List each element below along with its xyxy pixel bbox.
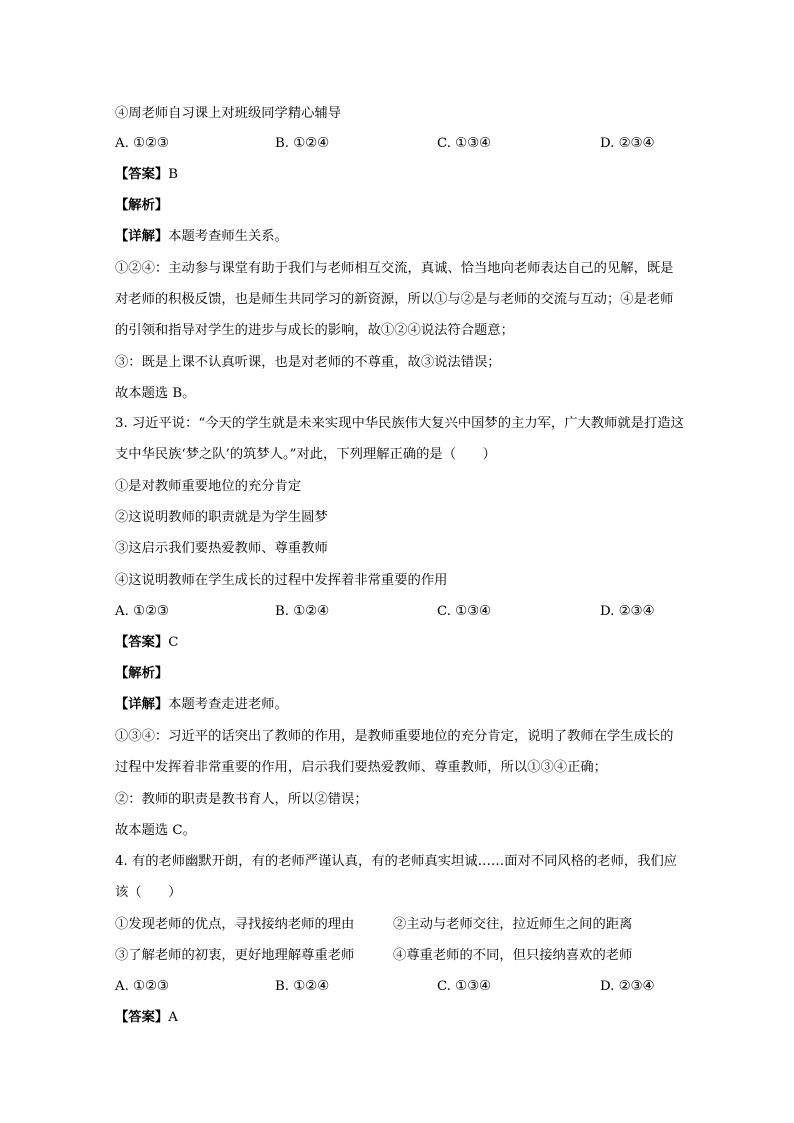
detail-text: 本题考查走进老师。 [168, 697, 288, 712]
q2-options [115, 135, 715, 153]
q4-item-3: ③了解老师的初衷，更好地理解尊重老师 [115, 948, 355, 963]
q3-explanation-2: ②：教师的职责是教书育人，所以②错误； [115, 792, 368, 807]
q4-option-b: B. ①②④ [275, 979, 329, 994]
q2-item-4: ④周老师自习课上对班级同学精心辅导 [115, 106, 342, 121]
q2-explanation-1: ①②④：主动参与课堂有助于我们与老师相互交流，真诚、恰当地向老师表达自己的见解，既是对老师的积极反馈，也是师生共同学习的新资源，所以①与②是与老师的交流与互动；④是老师的引领和指导对学生的进步与成长的影响，故①②④说法符合题意； [115, 261, 674, 338]
q3-option-c: C. ①③④ [437, 604, 491, 619]
q2-option-b: B. ①②④ [275, 136, 329, 151]
answer-label: 【答案】 [115, 635, 169, 650]
q2-analysis-heading [115, 197, 168, 215]
q3-answer [115, 634, 178, 652]
q4-stem: 4. 有的老师幽默开朗，有的老师严谨认真，有的老师真实坦诚……面对不同风格的老师，我们应该（ ） [115, 854, 678, 900]
q3-option-b: B. ①②④ [275, 604, 329, 619]
q2-option-a: A. ①②③ [115, 136, 169, 151]
detail-label: 【详解】 [115, 229, 169, 244]
q3-option-d: D. ②③④ [600, 604, 655, 619]
q2-option-d: D. ②③④ [600, 136, 655, 151]
q4-options [115, 978, 715, 996]
q4-item-2: ②主动与老师交往，拉近师生之间的距离 [393, 917, 633, 932]
answer-value: A [168, 1010, 178, 1025]
q4-option-c: C. ①③④ [437, 979, 491, 994]
q3-stem: 3. 习近平说：“今天的学生就是未来实现中华民族伟大复兴中国梦的主力军，广大教师就是打造这支中华民族‘梦之队’的筑梦人。”对此，下列理解正确的是（ ） [115, 416, 684, 462]
answer-label: 【答案】 [115, 1010, 169, 1025]
q3-item-4: ④这说明教师在学生成长的过程中发挥着非常重要的作用 [115, 573, 448, 588]
q2-explanation-2: ③：既是上课不认真听课，也是对老师的不尊重，故③说法错误； [115, 355, 501, 370]
answer-label: 【答案】 [115, 167, 169, 182]
q4-option-a: A. ①②③ [115, 979, 169, 994]
q3-detail [115, 696, 288, 714]
q3-item-2: ②这说明教师的职责就是为学生圆梦 [115, 510, 328, 525]
q4-items-row-1 [115, 916, 715, 934]
q3-analysis-heading [115, 665, 168, 683]
q3-option-a: A. ①②③ [115, 604, 169, 619]
detail-label: 【详解】 [115, 697, 169, 712]
analysis-label: 【解析】 [115, 666, 169, 681]
q2-detail [115, 228, 288, 246]
q2-conclusion: 故本题选 B。 [115, 386, 196, 401]
q3-conclusion: 故本题选 C。 [115, 823, 196, 838]
analysis-label: 【解析】 [115, 198, 169, 213]
q3-item-3: ③这启示我们要热爱教师、尊重教师 [115, 541, 328, 556]
q4-answer [115, 1009, 178, 1027]
q3-explanation-1: ①③④：习近平的话突出了教师的作用，是教师重要地位的充分肯定，说明了教师在学生成长的过程中发挥着非常重要的作用，启示我们要热爱教师、尊重教师，所以①③④正确； [115, 729, 674, 775]
q4-item-1: ①发现老师的优点，寻找接纳老师的理由 [115, 917, 355, 932]
q3-item-1: ①是对教师重要地位的充分肯定 [115, 479, 302, 494]
q4-items-row-2 [115, 947, 715, 965]
q4-item-4: ④尊重老师的不同，但只接纳喜欢的老师 [393, 948, 633, 963]
q2-option-c: C. ①③④ [437, 136, 491, 151]
detail-text: 本题考查师生关系。 [168, 229, 288, 244]
q3-options [115, 603, 715, 621]
q2-answer [115, 166, 178, 184]
answer-value: B [168, 167, 178, 182]
q4-option-d: D. ②③④ [600, 979, 655, 994]
answer-value: C [168, 635, 179, 650]
